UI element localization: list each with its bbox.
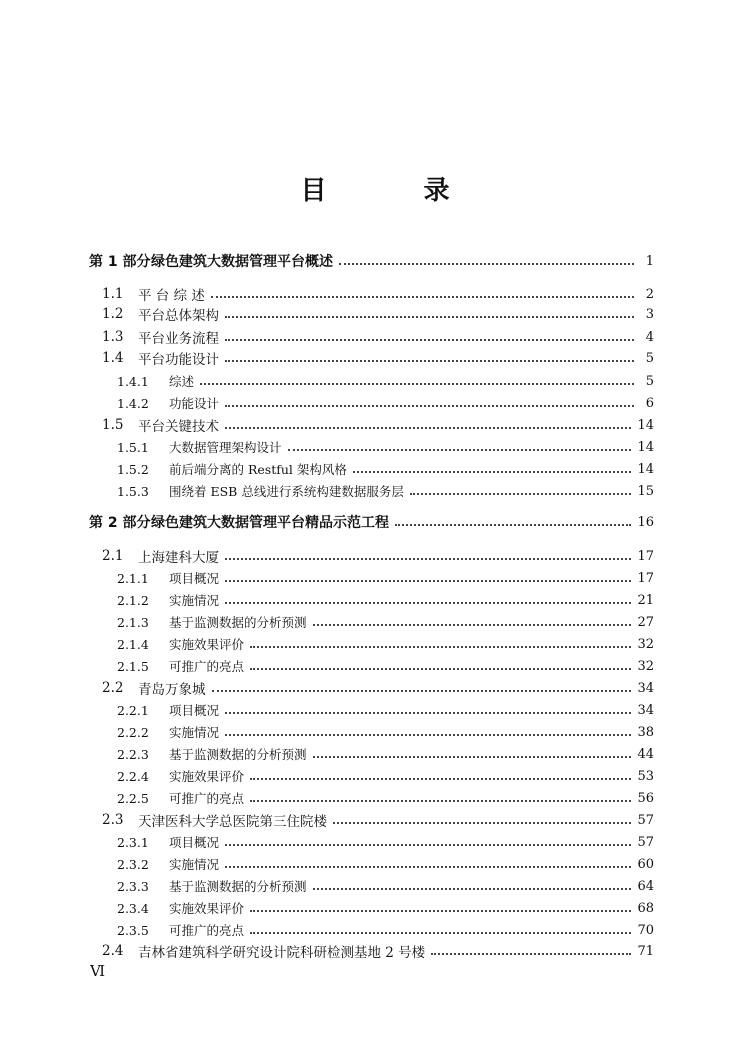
toc-entry[interactable] bbox=[102, 326, 654, 348]
toc-entry-number: 2.3.2 bbox=[117, 856, 149, 872]
dot-leader bbox=[212, 690, 632, 692]
toc-entry-label: 项目概况 bbox=[169, 835, 220, 850]
toc-entry-number: 2.1.3 bbox=[117, 614, 149, 630]
toc-entry[interactable] bbox=[117, 721, 654, 743]
toc-entry[interactable] bbox=[117, 765, 654, 787]
toc-entry[interactable] bbox=[117, 787, 654, 809]
toc-entry-page: 1 bbox=[645, 253, 654, 269]
toc-entry[interactable] bbox=[102, 940, 654, 962]
dot-leader bbox=[288, 449, 632, 451]
toc-entry-page: 5 bbox=[645, 373, 654, 389]
toc-entry-label: 基于监测数据的分析预测 bbox=[169, 747, 307, 762]
toc-entry-number: 1.5.2 bbox=[117, 461, 149, 477]
toc-entry-label: 绿色建筑大数据管理平台精品示范工程 bbox=[151, 515, 389, 531]
toc-entry-label: 项目概况 bbox=[169, 571, 220, 586]
toc-entry-page: 71 bbox=[637, 943, 654, 959]
toc-entry-label: 上海建科大厦 bbox=[138, 550, 219, 566]
toc-entry-page: 56 bbox=[637, 790, 654, 806]
toc-entry-label: 大数据管理架构设计 bbox=[169, 440, 282, 455]
toc-entry-number: 2.4 bbox=[102, 943, 124, 959]
toc-entry-label: 可推广的亮点 bbox=[169, 923, 245, 938]
toc-entry[interactable] bbox=[102, 677, 654, 699]
toc-entry-page: 44 bbox=[637, 746, 654, 762]
toc-entry-page: 2 bbox=[645, 286, 654, 302]
dot-leader bbox=[410, 493, 632, 495]
toc-entry-label: 平台关键技术 bbox=[138, 419, 219, 435]
dot-leader bbox=[225, 427, 631, 429]
toc-entry-number: 2.3 bbox=[102, 812, 124, 828]
toc-entry-label: 平台功能设计 bbox=[138, 352, 219, 368]
toc-entry[interactable] bbox=[117, 436, 654, 458]
toc-entry-page: 14 bbox=[637, 417, 654, 433]
dot-leader bbox=[225, 580, 631, 582]
toc-entry[interactable] bbox=[117, 370, 654, 392]
dot-leader bbox=[313, 756, 632, 758]
dot-leader bbox=[250, 646, 631, 648]
toc-entry-page: 32 bbox=[637, 658, 654, 674]
toc-entry-label: 实施效果评价 bbox=[169, 637, 245, 652]
toc-entry[interactable] bbox=[117, 831, 654, 853]
toc-entry-number: 2.1.2 bbox=[117, 592, 149, 608]
page-title: 目 录 bbox=[300, 176, 494, 206]
toc-entry-page: 16 bbox=[637, 514, 654, 530]
toc-entry-page: 32 bbox=[637, 636, 654, 652]
toc-entry-page: 70 bbox=[637, 922, 654, 938]
toc-entry[interactable] bbox=[117, 919, 654, 941]
toc-entry-label: 可推广的亮点 bbox=[169, 791, 245, 806]
toc-entry-number: 2.3.4 bbox=[117, 900, 149, 916]
dot-leader bbox=[333, 822, 631, 824]
toc-entry-label: 平台业务流程 bbox=[138, 331, 219, 347]
toc-part-entry[interactable] bbox=[89, 250, 654, 272]
toc-entry-number: 2.1.1 bbox=[117, 570, 149, 586]
toc-entry-label: 前后端分离的 Restful 架构风格 bbox=[169, 462, 347, 477]
dot-leader bbox=[250, 800, 631, 802]
toc-entry-number: 1.4.1 bbox=[117, 373, 149, 389]
dot-leader bbox=[225, 339, 634, 341]
toc-entry[interactable] bbox=[117, 655, 654, 677]
toc-entry-page: 17 bbox=[637, 548, 654, 564]
toc-entry-label: 实施效果评价 bbox=[169, 769, 245, 784]
dot-leader bbox=[431, 953, 631, 955]
toc-entry-page: 27 bbox=[637, 614, 654, 630]
toc-entry-page: 53 bbox=[637, 768, 654, 784]
toc-entry-label: 吉林省建筑科学研究设计院科研检测基地 2 号楼 bbox=[138, 945, 426, 961]
toc-entry-page: 34 bbox=[637, 680, 654, 696]
dot-leader bbox=[225, 866, 631, 868]
toc-entry-label: 围绕着 ESB 总线进行系统构建数据服务层 bbox=[169, 484, 404, 499]
dot-leader bbox=[250, 778, 631, 780]
toc-entry-number: 2.3.5 bbox=[117, 922, 149, 938]
toc-entry-number: 2.1.5 bbox=[117, 658, 149, 674]
dot-leader bbox=[225, 558, 631, 560]
toc-entry-page: 21 bbox=[637, 592, 654, 608]
toc-entry-number: 第 2 部分 bbox=[89, 515, 151, 531]
dot-leader bbox=[225, 844, 631, 846]
toc-entry-label: 天津医科大学总医院第三住院楼 bbox=[138, 814, 327, 830]
toc-entry-number: 2.3.3 bbox=[117, 878, 149, 894]
toc-entry-page: 5 bbox=[645, 350, 654, 366]
toc-entry[interactable] bbox=[102, 414, 654, 436]
toc-entry[interactable] bbox=[102, 545, 654, 567]
dot-leader bbox=[250, 668, 631, 670]
dot-leader bbox=[313, 888, 632, 890]
toc-entry[interactable] bbox=[117, 458, 654, 480]
toc-entry-number: 1.5.3 bbox=[117, 483, 149, 499]
toc-entry-page: 57 bbox=[637, 812, 654, 828]
toc-entry-number: 2.2 bbox=[102, 680, 124, 696]
toc-entry-label: 青岛万象城 bbox=[138, 682, 206, 698]
toc-entry[interactable] bbox=[102, 809, 654, 831]
toc-entry-number: 2.2.1 bbox=[117, 702, 149, 718]
toc-entry-label: 实施情况 bbox=[169, 725, 220, 740]
dot-leader bbox=[225, 734, 631, 736]
toc-entry-page: 14 bbox=[637, 439, 654, 455]
toc-entry-number: 2.2.3 bbox=[117, 746, 149, 762]
toc-entry-label: 实施效果评价 bbox=[169, 901, 245, 916]
toc-entry-label: 实施情况 bbox=[169, 593, 220, 608]
dot-leader bbox=[225, 360, 634, 362]
toc-entry[interactable] bbox=[102, 283, 654, 305]
toc-entry-number: 2.2.5 bbox=[117, 790, 149, 806]
toc-entry[interactable] bbox=[117, 743, 654, 765]
toc-entry-number: 2.1.4 bbox=[117, 636, 149, 652]
toc-entry-label: 可推广的亮点 bbox=[169, 659, 245, 674]
toc-entry-page: 17 bbox=[637, 570, 654, 586]
dot-leader bbox=[313, 624, 632, 626]
dot-leader bbox=[225, 405, 634, 407]
toc-entry[interactable] bbox=[117, 633, 654, 655]
dot-leader bbox=[250, 910, 631, 912]
toc-entry-number: 2.2.4 bbox=[117, 768, 149, 784]
dot-leader bbox=[211, 296, 634, 298]
toc-entry[interactable] bbox=[117, 699, 654, 721]
dot-leader bbox=[225, 602, 631, 604]
toc-entry-page: 4 bbox=[645, 329, 654, 345]
toc-entry-number: 1.3 bbox=[102, 329, 124, 345]
toc-entry-number: 1.2 bbox=[102, 306, 124, 322]
toc-entry-number: 1.5 bbox=[102, 417, 124, 433]
toc-entry-number: 2.2.2 bbox=[117, 724, 149, 740]
page-folio: Ⅵ bbox=[90, 962, 106, 980]
toc-entry-number: 2.1 bbox=[102, 548, 124, 564]
toc-entry-label: 基于监测数据的分析预测 bbox=[169, 615, 307, 630]
dot-leader bbox=[225, 712, 631, 714]
toc-entry-number: 1.5.1 bbox=[117, 439, 149, 455]
toc-entry-label: 平台总体架构 bbox=[138, 308, 219, 324]
toc-entry[interactable] bbox=[117, 392, 654, 414]
toc-entry[interactable] bbox=[102, 347, 654, 369]
toc-entry-page: 3 bbox=[645, 306, 654, 322]
dot-leader bbox=[225, 316, 634, 318]
dot-leader bbox=[395, 524, 631, 526]
toc-entry-label: 实施情况 bbox=[169, 857, 220, 872]
dot-leader bbox=[339, 263, 634, 265]
toc-entry[interactable] bbox=[102, 303, 654, 325]
toc-entry[interactable] bbox=[117, 480, 654, 502]
toc-entry-page: 68 bbox=[637, 900, 654, 916]
toc-entry-label: 功能设计 bbox=[169, 396, 220, 411]
toc-entry-page: 64 bbox=[637, 878, 654, 894]
dot-leader bbox=[353, 471, 632, 473]
toc-entry-label: 平 台 综 述 bbox=[138, 288, 205, 304]
toc-entry[interactable] bbox=[117, 611, 654, 633]
toc-entry[interactable] bbox=[117, 875, 654, 897]
toc-entry-number: 1.1 bbox=[102, 286, 124, 302]
dot-leader bbox=[200, 383, 634, 385]
toc-entry-number: 1.4 bbox=[102, 350, 124, 366]
toc-entry-page: 14 bbox=[637, 461, 654, 477]
toc-entry-page: 60 bbox=[637, 856, 654, 872]
toc-entry-number: 第 1 部分 bbox=[89, 254, 151, 270]
toc-entry-label: 绿色建筑大数据管理平台概述 bbox=[151, 254, 333, 270]
toc-entry-page: 34 bbox=[637, 702, 654, 718]
toc-entry-page: 15 bbox=[637, 483, 654, 499]
toc-entry-page: 38 bbox=[637, 724, 654, 740]
toc-entry[interactable] bbox=[117, 897, 654, 919]
toc-entry[interactable] bbox=[117, 589, 654, 611]
toc-part-entry[interactable] bbox=[89, 511, 654, 533]
toc-entry-number: 2.3.1 bbox=[117, 834, 149, 850]
toc-entry-label: 项目概况 bbox=[169, 703, 220, 718]
toc-entry-label: 基于监测数据的分析预测 bbox=[169, 879, 307, 894]
toc-entry[interactable] bbox=[117, 567, 654, 589]
toc-entry-number: 1.4.2 bbox=[117, 395, 149, 411]
toc-entry-label: 综述 bbox=[169, 374, 195, 389]
toc-entry[interactable] bbox=[117, 853, 654, 875]
toc-entry-page: 6 bbox=[645, 395, 654, 411]
dot-leader bbox=[250, 932, 631, 934]
toc-entry-page: 57 bbox=[637, 834, 654, 850]
